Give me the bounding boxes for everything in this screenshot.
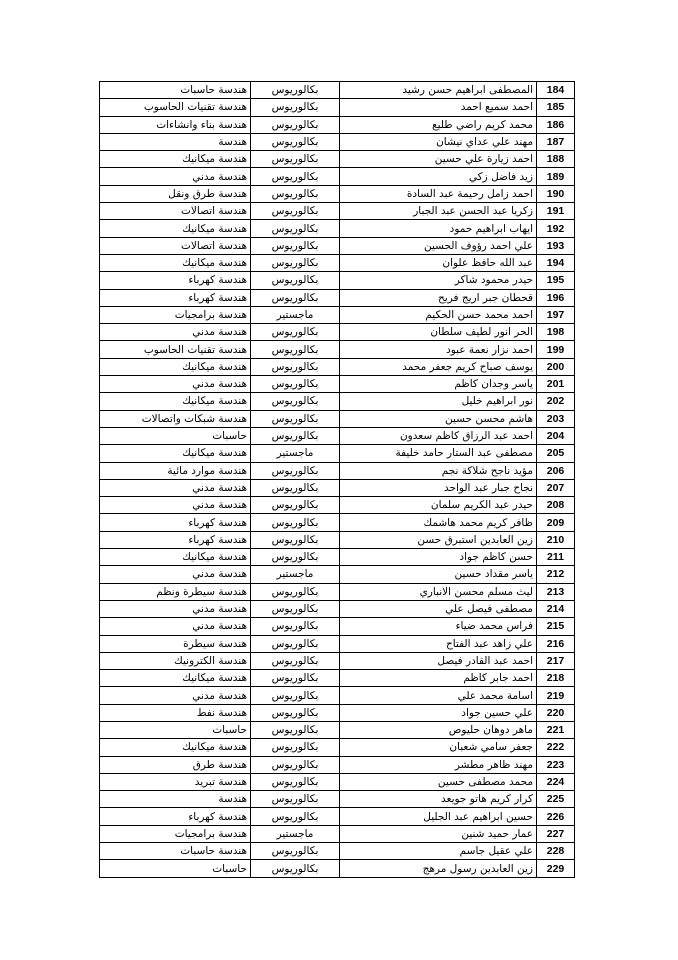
name-cell: زيد فاضل زكي xyxy=(340,168,537,185)
name-cell: عمار حميد شنين xyxy=(340,825,537,842)
major-cell: هندسة ميكانيك xyxy=(100,254,251,271)
major-cell: هندسة موارد مائية xyxy=(100,462,251,479)
degree-cell: بكالوريوس xyxy=(251,168,340,185)
degree-cell: بكالوريوس xyxy=(251,756,340,773)
degree-cell: بكالوريوس xyxy=(251,843,340,860)
degree-cell: بكالوريوس xyxy=(251,237,340,254)
degree-cell: بكالوريوس xyxy=(251,341,340,358)
name-cell: نور ابراهيم خليل xyxy=(340,393,537,410)
name-cell: ايهاب ابراهيم حمود xyxy=(340,220,537,237)
name-cell: احمد زامل رحيمة عبد السادة xyxy=(340,185,537,202)
degree-cell: بكالوريوس xyxy=(251,704,340,721)
degree-cell: ماجستير xyxy=(251,566,340,583)
name-cell: عبد الله حافظ علوان xyxy=(340,254,537,271)
table-row xyxy=(100,220,575,237)
degree-cell: بكالوريوس xyxy=(251,635,340,652)
major-cell: هندسة كهرباء xyxy=(100,514,251,531)
degree-cell: بكالوريوس xyxy=(251,531,340,548)
degree-cell: بكالوريوس xyxy=(251,497,340,514)
row-number-cell: 211 xyxy=(537,549,575,566)
name-cell: جعفر سامي شعبان xyxy=(340,739,537,756)
table-row xyxy=(100,808,575,825)
table-row xyxy=(100,635,575,652)
table-row xyxy=(100,99,575,116)
row-number-cell: 208 xyxy=(537,497,575,514)
name-cell: علي زاهد عبد الفتاح xyxy=(340,635,537,652)
name-cell: احمد عبد الرزاق كاظم سعدون xyxy=(340,427,537,444)
row-number-cell: 200 xyxy=(537,358,575,375)
name-cell: علي حسين جواد xyxy=(340,704,537,721)
degree-cell: بكالوريوس xyxy=(251,687,340,704)
name-cell: قحطان جبر اريج فريح xyxy=(340,289,537,306)
major-cell: حاسبات xyxy=(100,721,251,738)
row-number-cell: 202 xyxy=(537,393,575,410)
major-cell: هندسة xyxy=(100,133,251,150)
row-number-cell: 226 xyxy=(537,808,575,825)
row-number-cell: 196 xyxy=(537,289,575,306)
major-cell: هندسة بناء وانشاءات xyxy=(100,116,251,133)
row-number-cell: 219 xyxy=(537,687,575,704)
degree-cell: بكالوريوس xyxy=(251,358,340,375)
table-row xyxy=(100,410,575,427)
row-number-cell: 186 xyxy=(537,116,575,133)
table-row xyxy=(100,393,575,410)
major-cell: هندسة ميكانيك xyxy=(100,151,251,168)
row-number-cell: 214 xyxy=(537,600,575,617)
row-number-cell: 205 xyxy=(537,445,575,462)
name-cell: ياسر مقداد حسين xyxy=(340,566,537,583)
major-cell: هندسة مدني xyxy=(100,324,251,341)
table-row xyxy=(100,289,575,306)
major-cell: هندسة طرق ونقل xyxy=(100,185,251,202)
name-cell: المصطفى ابراهيم حسن رشيد xyxy=(340,82,537,99)
name-cell: ماهر دوهان حليوص xyxy=(340,721,537,738)
major-cell: هندسة ميكانيك xyxy=(100,393,251,410)
degree-cell: بكالوريوس xyxy=(251,185,340,202)
name-cell: ليث مسلم محسن الانباري xyxy=(340,583,537,600)
degree-cell: بكالوريوس xyxy=(251,549,340,566)
major-cell: هندسة برامجيات xyxy=(100,825,251,842)
row-number-cell: 185 xyxy=(537,99,575,116)
table-row xyxy=(100,600,575,617)
table-row xyxy=(100,324,575,341)
row-number-cell: 194 xyxy=(537,254,575,271)
degree-cell: بكالوريوس xyxy=(251,791,340,808)
name-cell: يوسف صباح كريم جعفر محمد xyxy=(340,358,537,375)
name-cell: مصطفى عبد الستار حامد خليفة xyxy=(340,445,537,462)
row-number-cell: 217 xyxy=(537,652,575,669)
name-cell: زين العابدين استبرق حسن xyxy=(340,531,537,548)
table-row xyxy=(100,756,575,773)
name-cell: مؤيد ناجح شلاكة نجم xyxy=(340,462,537,479)
major-cell: هندسة نفط xyxy=(100,704,251,721)
name-cell: علي احمد رؤوف الحسين xyxy=(340,237,537,254)
name-cell: كرار كريم هاتو جويعد xyxy=(340,791,537,808)
degree-cell: بكالوريوس xyxy=(251,600,340,617)
row-number-cell: 209 xyxy=(537,514,575,531)
degree-cell: بكالوريوس xyxy=(251,99,340,116)
major-cell: هندسة ميكانيك xyxy=(100,445,251,462)
table-row xyxy=(100,203,575,220)
table-row xyxy=(100,860,575,877)
row-number-cell: 199 xyxy=(537,341,575,358)
major-cell: هندسة ميكانيك xyxy=(100,549,251,566)
name-cell: محمد كريم راضي طليع xyxy=(340,116,537,133)
row-number-cell: 221 xyxy=(537,721,575,738)
major-cell: هندسة كهرباء xyxy=(100,531,251,548)
row-number-cell: 216 xyxy=(537,635,575,652)
row-number-cell: 227 xyxy=(537,825,575,842)
table-row xyxy=(100,825,575,842)
major-cell: هندسة اتصالات xyxy=(100,203,251,220)
table-row xyxy=(100,462,575,479)
major-cell: هندسة تقنيات الحاسوب xyxy=(100,341,251,358)
table-row xyxy=(100,185,575,202)
name-cell: حسين ابراهيم عبد الجليل xyxy=(340,808,537,825)
name-cell: مهند ظاهر مطشر xyxy=(340,756,537,773)
major-cell: هندسة ميكانيك xyxy=(100,739,251,756)
row-number-cell: 222 xyxy=(537,739,575,756)
degree-cell: بكالوريوس xyxy=(251,82,340,99)
name-cell: فراس محمد ضياء xyxy=(340,618,537,635)
major-cell: هندسة كهرباء xyxy=(100,289,251,306)
row-number-cell: 206 xyxy=(537,462,575,479)
major-cell: هندسة كهرباء xyxy=(100,272,251,289)
table-row xyxy=(100,549,575,566)
degree-cell: بكالوريوس xyxy=(251,203,340,220)
name-cell: احمد محمد حسن الحكيم xyxy=(340,306,537,323)
table-row xyxy=(100,376,575,393)
major-cell: هندسة برامجيات xyxy=(100,306,251,323)
table-row xyxy=(100,791,575,808)
table-row xyxy=(100,583,575,600)
name-cell: احمد سميع احمد xyxy=(340,99,537,116)
table-row xyxy=(100,721,575,738)
degree-cell: بكالوريوس xyxy=(251,254,340,271)
row-number-cell: 220 xyxy=(537,704,575,721)
table-row xyxy=(100,514,575,531)
row-number-cell: 229 xyxy=(537,860,575,877)
row-number-cell: 193 xyxy=(537,237,575,254)
row-number-cell: 223 xyxy=(537,756,575,773)
major-cell: هندسة حاسبات xyxy=(100,82,251,99)
table-row xyxy=(100,133,575,150)
table-row xyxy=(100,306,575,323)
row-number-cell: 213 xyxy=(537,583,575,600)
major-cell: هندسة مدني xyxy=(100,600,251,617)
degree-cell: بكالوريوس xyxy=(251,618,340,635)
degree-cell: ماجستير xyxy=(251,445,340,462)
row-number-cell: 187 xyxy=(537,133,575,150)
name-cell: مهند علي عداي نيشان xyxy=(340,133,537,150)
table-row xyxy=(100,341,575,358)
degree-cell: ماجستير xyxy=(251,825,340,842)
major-cell: هندسة مدني xyxy=(100,687,251,704)
name-cell: زكريا عبد الحسن عبد الجبار xyxy=(340,203,537,220)
row-number-cell: 195 xyxy=(537,272,575,289)
major-cell: هندسة شبكات واتصالات xyxy=(100,410,251,427)
degree-cell: بكالوريوس xyxy=(251,427,340,444)
name-cell: ياسر وجدان كاظم xyxy=(340,376,537,393)
row-number-cell: 198 xyxy=(537,324,575,341)
employee-table-body xyxy=(100,82,575,878)
row-number-cell: 191 xyxy=(537,203,575,220)
name-cell: حيدر عبد الكريم سلمان xyxy=(340,497,537,514)
major-cell: هندسة مدني xyxy=(100,168,251,185)
major-cell: حاسبات xyxy=(100,427,251,444)
table-row xyxy=(100,566,575,583)
major-cell: هندسة ميكانيك xyxy=(100,220,251,237)
row-number-cell: 215 xyxy=(537,618,575,635)
employee-table xyxy=(99,81,575,878)
degree-cell: بكالوريوس xyxy=(251,514,340,531)
major-cell: هندسة سيطرة xyxy=(100,635,251,652)
degree-cell: بكالوريوس xyxy=(251,479,340,496)
major-cell: هندسة تقنيات الحاسوب xyxy=(100,99,251,116)
table-row xyxy=(100,531,575,548)
table-row xyxy=(100,773,575,790)
table-row xyxy=(100,151,575,168)
degree-cell: بكالوريوس xyxy=(251,721,340,738)
row-number-cell: 204 xyxy=(537,427,575,444)
row-number-cell: 224 xyxy=(537,773,575,790)
major-cell: هندسة طرق xyxy=(100,756,251,773)
name-cell: هاشم محسن حسين xyxy=(340,410,537,427)
degree-cell: بكالوريوس xyxy=(251,670,340,687)
table-row xyxy=(100,618,575,635)
major-cell: هندسة حاسبات xyxy=(100,843,251,860)
degree-cell: بكالوريوس xyxy=(251,773,340,790)
table-row xyxy=(100,116,575,133)
table-row xyxy=(100,427,575,444)
row-number-cell: 212 xyxy=(537,566,575,583)
name-cell: احمد عبد القادر فيصل xyxy=(340,652,537,669)
major-cell: هندسة اتصالات xyxy=(100,237,251,254)
major-cell: هندسة مدني xyxy=(100,497,251,514)
major-cell: هندسة كهرباء xyxy=(100,808,251,825)
major-cell: هندسة مدني xyxy=(100,618,251,635)
row-number-cell: 188 xyxy=(537,151,575,168)
table-row xyxy=(100,445,575,462)
table-row xyxy=(100,82,575,99)
table-row xyxy=(100,739,575,756)
name-cell: نجاح جبار عبد الواحد xyxy=(340,479,537,496)
major-cell: هندسة مدني xyxy=(100,376,251,393)
major-cell: هندسة سيطرة ونظم xyxy=(100,583,251,600)
table-row xyxy=(100,687,575,704)
major-cell: هندسة ميكانيك xyxy=(100,670,251,687)
name-cell: احمد زيارة علي حسين xyxy=(340,151,537,168)
degree-cell: بكالوريوس xyxy=(251,652,340,669)
degree-cell: بكالوريوس xyxy=(251,583,340,600)
name-cell: علي عقيل جاسم xyxy=(340,843,537,860)
major-cell: هندسة xyxy=(100,791,251,808)
degree-cell: بكالوريوس xyxy=(251,151,340,168)
major-cell: هندسة تبريد xyxy=(100,773,251,790)
major-cell: هندسة ميكانيك xyxy=(100,358,251,375)
row-number-cell: 197 xyxy=(537,306,575,323)
table-row xyxy=(100,168,575,185)
degree-cell: بكالوريوس xyxy=(251,462,340,479)
row-number-cell: 203 xyxy=(537,410,575,427)
table-row xyxy=(100,670,575,687)
major-cell: هندسة مدني xyxy=(100,479,251,496)
table-row xyxy=(100,479,575,496)
row-number-cell: 210 xyxy=(537,531,575,548)
row-number-cell: 184 xyxy=(537,82,575,99)
name-cell: محمد مصطفى حسين xyxy=(340,773,537,790)
degree-cell: بكالوريوس xyxy=(251,376,340,393)
table-row xyxy=(100,237,575,254)
degree-cell: بكالوريوس xyxy=(251,410,340,427)
degree-cell: بكالوريوس xyxy=(251,133,340,150)
degree-cell: بكالوريوس xyxy=(251,324,340,341)
degree-cell: بكالوريوس xyxy=(251,272,340,289)
row-number-cell: 201 xyxy=(537,376,575,393)
major-cell: هندسة مدني xyxy=(100,566,251,583)
name-cell: حيدر محمود شاكر xyxy=(340,272,537,289)
table-row xyxy=(100,652,575,669)
name-cell: حسن كاظم جواد xyxy=(340,549,537,566)
row-number-cell: 228 xyxy=(537,843,575,860)
row-number-cell: 192 xyxy=(537,220,575,237)
name-cell: الحر انور لطيف سلطان xyxy=(340,324,537,341)
degree-cell: بكالوريوس xyxy=(251,739,340,756)
name-cell: زين العابدين رسول مرهج xyxy=(340,860,537,877)
row-number-cell: 225 xyxy=(537,791,575,808)
table-row xyxy=(100,497,575,514)
table-row xyxy=(100,704,575,721)
degree-cell: بكالوريوس xyxy=(251,808,340,825)
degree-cell: بكالوريوس xyxy=(251,220,340,237)
degree-cell: بكالوريوس xyxy=(251,289,340,306)
row-number-cell: 218 xyxy=(537,670,575,687)
name-cell: احمد جابر كاظم xyxy=(340,670,537,687)
degree-cell: بكالوريوس xyxy=(251,116,340,133)
row-number-cell: 207 xyxy=(537,479,575,496)
table-row xyxy=(100,843,575,860)
major-cell: حاسبات xyxy=(100,860,251,877)
degree-cell: ماجستير xyxy=(251,306,340,323)
degree-cell: بكالوريوس xyxy=(251,393,340,410)
name-cell: ظافر كريم محمد هاشمك xyxy=(340,514,537,531)
name-cell: احمد نزار نعمة عبود xyxy=(340,341,537,358)
table-row xyxy=(100,272,575,289)
degree-cell: بكالوريوس xyxy=(251,860,340,877)
row-number-cell: 190 xyxy=(537,185,575,202)
table-row xyxy=(100,254,575,271)
name-cell: مصطفى فيصل علي xyxy=(340,600,537,617)
name-cell: اسامة محمد علي xyxy=(340,687,537,704)
major-cell: هندسة الكترونيك xyxy=(100,652,251,669)
table-row xyxy=(100,358,575,375)
row-number-cell: 189 xyxy=(537,168,575,185)
